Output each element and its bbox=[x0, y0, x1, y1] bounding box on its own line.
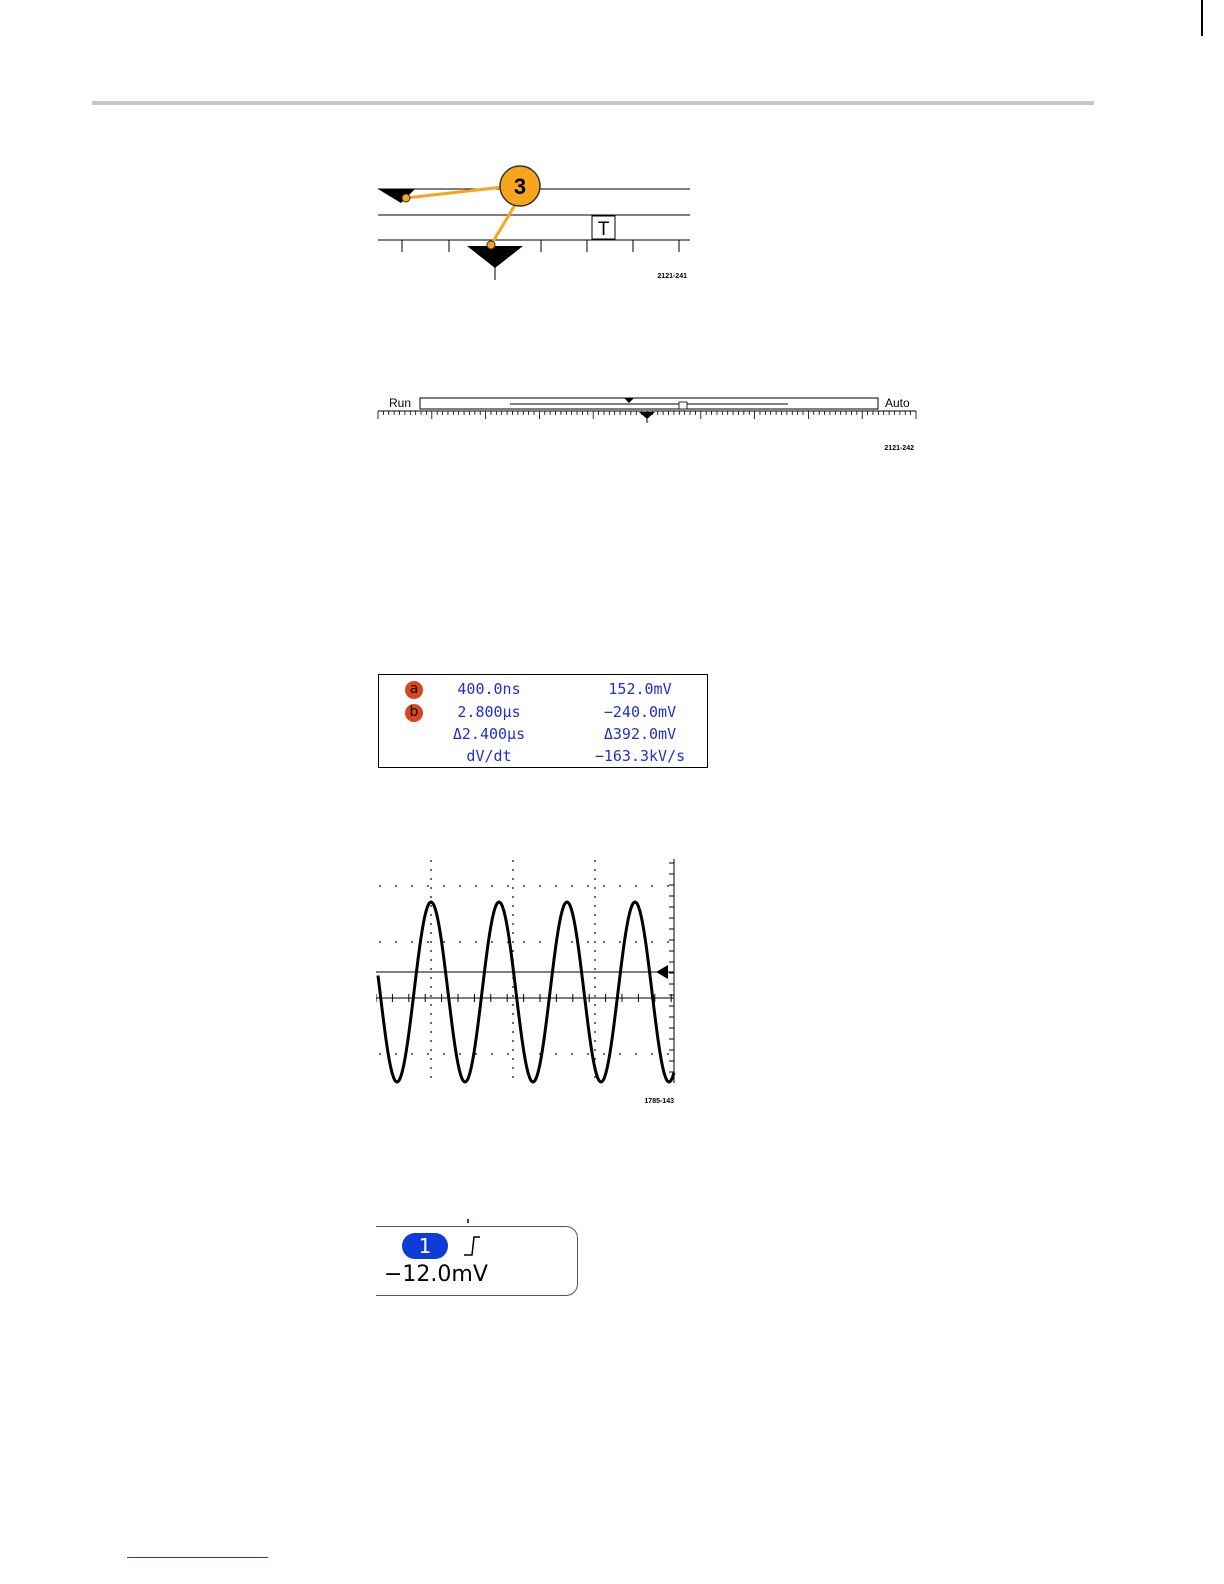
grid-dot bbox=[635, 941, 637, 943]
grid-dot bbox=[571, 941, 573, 943]
grid-dot bbox=[411, 1053, 413, 1055]
grid-dot bbox=[512, 1040, 514, 1042]
grid-dot bbox=[512, 1004, 514, 1006]
grid-dot bbox=[667, 941, 669, 943]
grid-dot bbox=[594, 950, 596, 952]
page-corner-bar bbox=[1201, 0, 1203, 36]
grid-dot bbox=[430, 1058, 432, 1060]
grid-dot bbox=[594, 923, 596, 925]
grid-dot bbox=[430, 914, 432, 916]
grid-dot bbox=[491, 941, 493, 943]
cursor-b-value: −240.0mV bbox=[603, 703, 677, 721]
grid-dot bbox=[430, 986, 432, 988]
grid-dot bbox=[594, 995, 596, 997]
cursor-a-value: 152.0mV bbox=[608, 680, 672, 698]
grid-dot bbox=[555, 1053, 557, 1055]
delta-row bbox=[379, 723, 707, 745]
waveform-plot-figure bbox=[376, 857, 680, 1107]
axis-ticks bbox=[376, 863, 674, 1072]
grid-dot bbox=[619, 941, 621, 943]
grid-dot bbox=[512, 1076, 514, 1078]
grid-dot bbox=[523, 885, 525, 887]
grid-dot bbox=[491, 1053, 493, 1055]
callout-dot-bottom bbox=[487, 241, 495, 249]
trigger-readout-panel bbox=[376, 1226, 578, 1296]
grid-dot bbox=[430, 1031, 432, 1033]
callout-dot-left bbox=[402, 194, 410, 202]
record-view-figure bbox=[375, 165, 695, 285]
expansion-marker bbox=[639, 412, 655, 419]
grid-dot bbox=[667, 885, 669, 887]
time-axis-ticks bbox=[402, 240, 679, 252]
grid-dot bbox=[512, 860, 514, 862]
grid-dot bbox=[443, 941, 445, 943]
grid-dot bbox=[512, 941, 514, 943]
grid-dot bbox=[395, 885, 397, 887]
grid-dot bbox=[430, 1013, 432, 1015]
grid-dot bbox=[667, 1053, 669, 1055]
rising-edge-icon bbox=[462, 1235, 482, 1257]
grid-dot bbox=[475, 941, 477, 943]
grid-dot bbox=[430, 1067, 432, 1069]
grid-dot bbox=[555, 885, 557, 887]
grid-dot bbox=[512, 914, 514, 916]
header-rule bbox=[92, 101, 1094, 105]
footer-link-underline bbox=[127, 1557, 268, 1558]
grid-dot bbox=[512, 887, 514, 889]
grid-dot bbox=[379, 941, 381, 943]
grid-dot bbox=[459, 1053, 461, 1055]
grid-dot bbox=[379, 885, 381, 887]
grid-dot bbox=[512, 878, 514, 880]
grid-dot bbox=[512, 932, 514, 934]
grid-dot bbox=[430, 959, 432, 961]
figure-number: 2121-241 bbox=[657, 273, 687, 280]
grid-dot bbox=[539, 885, 541, 887]
auto-label: Auto bbox=[885, 396, 910, 410]
grid-dot bbox=[430, 977, 432, 979]
waveform-record-figure bbox=[376, 393, 921, 455]
grid-dot bbox=[594, 1049, 596, 1051]
cursor-a-time: 400.0ns bbox=[457, 680, 521, 698]
callout-number: 3 bbox=[513, 174, 527, 199]
grid-dot bbox=[395, 1053, 397, 1055]
grid-dot bbox=[594, 1031, 596, 1033]
grid-dot bbox=[594, 959, 596, 961]
grid-dot bbox=[594, 941, 596, 943]
cursor-b-time: 2.800µs bbox=[457, 703, 521, 721]
grid-dot bbox=[594, 1022, 596, 1024]
grid-dot bbox=[430, 887, 432, 889]
grid-dot bbox=[427, 941, 429, 943]
grid-dot bbox=[427, 1053, 429, 1055]
grid-dot bbox=[587, 1053, 589, 1055]
figure-number: 1785-143 bbox=[644, 1098, 674, 1105]
cursor-a-badge: a bbox=[405, 681, 423, 699]
grid-dot bbox=[512, 986, 514, 988]
grid-dot bbox=[603, 941, 605, 943]
grid-dot bbox=[430, 950, 432, 952]
grid-dot bbox=[512, 1058, 514, 1060]
grid-dot bbox=[603, 885, 605, 887]
grid-dot bbox=[430, 923, 432, 925]
grid-dot bbox=[594, 1004, 596, 1006]
callout-leader-bottom bbox=[491, 205, 515, 245]
grid-dot bbox=[430, 1004, 432, 1006]
edge-mark bbox=[467, 1219, 469, 1223]
grid-dot bbox=[594, 887, 596, 889]
delta-time: Δ2.400µs bbox=[452, 725, 526, 743]
grid-dot bbox=[512, 1031, 514, 1033]
grid-dot bbox=[594, 860, 596, 862]
grid-dot bbox=[430, 1040, 432, 1042]
grid-dot bbox=[594, 968, 596, 970]
grid-dot bbox=[443, 885, 445, 887]
grid-dot bbox=[512, 1022, 514, 1024]
grid-dot bbox=[512, 905, 514, 907]
grid-dot bbox=[430, 968, 432, 970]
channel-1-badge: 1 bbox=[402, 1233, 448, 1259]
grid-dot bbox=[635, 1053, 637, 1055]
trigger-level-value: −12.0mV bbox=[384, 1262, 488, 1287]
grid-dot bbox=[594, 869, 596, 871]
grid-dot bbox=[635, 885, 637, 887]
grid-dot bbox=[571, 1053, 573, 1055]
grid-dot bbox=[430, 995, 432, 997]
grid-dot bbox=[594, 1040, 596, 1042]
trigger-mini-box bbox=[679, 402, 687, 409]
grid-dot bbox=[491, 885, 493, 887]
grid-dot bbox=[587, 941, 589, 943]
grid-dot bbox=[430, 932, 432, 934]
grid-dot bbox=[512, 1067, 514, 1069]
slope-label: dV/dt bbox=[466, 747, 512, 765]
grid-dot bbox=[594, 878, 596, 880]
grid-dot bbox=[430, 1049, 432, 1051]
grid-dot bbox=[475, 885, 477, 887]
trigger-marker-label: T bbox=[597, 219, 610, 240]
grid-dot bbox=[430, 941, 432, 943]
grid-dot bbox=[651, 941, 653, 943]
cursor-b-badge: b bbox=[405, 704, 423, 722]
grid-dot bbox=[379, 1053, 381, 1055]
grid-dot bbox=[512, 896, 514, 898]
grid-dot bbox=[507, 885, 509, 887]
trigger-level-marker bbox=[656, 965, 668, 979]
run-label: Run bbox=[389, 396, 412, 410]
grid-dot bbox=[512, 995, 514, 997]
grid-dot bbox=[411, 941, 413, 943]
grid-dot bbox=[395, 941, 397, 943]
grid-dot bbox=[594, 905, 596, 907]
grid-dot bbox=[411, 885, 413, 887]
grid-dot bbox=[512, 923, 514, 925]
grid-dot bbox=[427, 885, 429, 887]
grid-dot bbox=[594, 914, 596, 916]
delta-value: Δ392.0mV bbox=[603, 725, 677, 743]
grid-dot bbox=[430, 860, 432, 862]
grid-dot bbox=[430, 878, 432, 880]
cursor-b-row bbox=[379, 701, 707, 723]
grid-dot bbox=[594, 977, 596, 979]
grid-dot bbox=[619, 1053, 621, 1055]
grid-dot bbox=[539, 941, 541, 943]
grid-dot bbox=[594, 1013, 596, 1015]
grid-dot bbox=[430, 1022, 432, 1024]
grid-dot bbox=[430, 869, 432, 871]
grid-dot bbox=[594, 896, 596, 898]
grid-dot bbox=[571, 885, 573, 887]
sine-waveform bbox=[378, 902, 674, 1082]
grid-dot bbox=[587, 885, 589, 887]
grid-dot bbox=[594, 986, 596, 988]
grid-dot bbox=[512, 869, 514, 871]
grid-dot bbox=[507, 1053, 509, 1055]
grid-dot bbox=[459, 941, 461, 943]
grid-dot bbox=[459, 885, 461, 887]
cursor-readout-panel bbox=[378, 674, 708, 768]
grid-dot bbox=[594, 932, 596, 934]
grid-dot bbox=[651, 885, 653, 887]
grid-dot bbox=[430, 896, 432, 898]
slope-value: −163.3kV/s bbox=[594, 747, 686, 765]
grid-dot bbox=[512, 1049, 514, 1051]
grid-dot bbox=[512, 1013, 514, 1015]
grid-dot bbox=[603, 1053, 605, 1055]
slope-row bbox=[379, 745, 707, 767]
grid-dot bbox=[651, 1053, 653, 1055]
grid-dot bbox=[619, 885, 621, 887]
grid-dot bbox=[430, 1076, 432, 1078]
grid-dot bbox=[443, 1053, 445, 1055]
figure-number: 2121-242 bbox=[884, 445, 914, 452]
grid-dot bbox=[523, 941, 525, 943]
cursor-a-row bbox=[379, 678, 707, 700]
grid-dot bbox=[430, 905, 432, 907]
